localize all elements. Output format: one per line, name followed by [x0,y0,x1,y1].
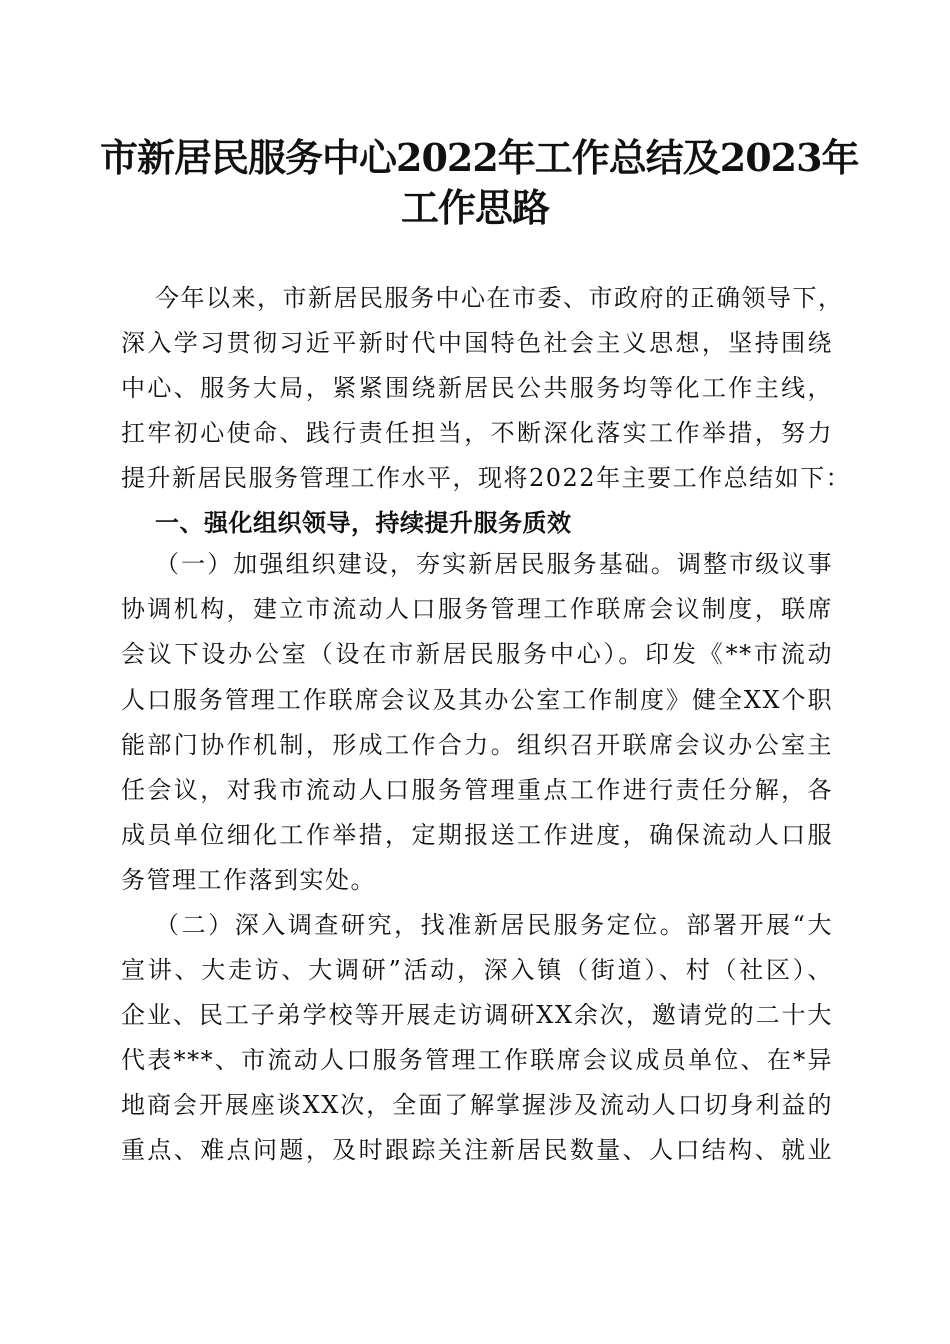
document-title-line-1: 市新居民服务中心2022年工作总结及2023年 [100,135,859,180]
text-line: 地商会开展座谈XX次，全面了解掌握涉及流动人口切身利益的 [121,1091,833,1119]
text-line: 务管理工作落到实处。 [121,866,376,894]
text-line: 宣讲、大走访、大调研”活动，深入镇（街道）、村（社区）、 [121,956,833,984]
text-line: 重点、难点问题，及时跟踪关注新居民数量、人口结构、就业 [121,1136,833,1164]
text-line: 扛牢初心使命、践行责任担当，不断深化落实工作举措，努力 [121,419,833,447]
section-heading: 一、强化组织领导，持续提升服务质效 [155,509,572,537]
document-title-line-2: 工作思路 [400,185,549,230]
text-line: 深入学习贯彻习近平新时代中国特色社会主义思想，坚持围绕 [121,329,833,357]
text-line: 能部门协作机制，形成工作合力。组织召开联席会议办公室主 [121,731,833,759]
text-line: 会议下设办公室（设在市新居民服务中心）。印发《**市流动 [121,640,833,668]
text-line: （一）加强组织建设，夯实新居民服务基础。调整市级议事 [155,550,833,578]
text-line: 企业、民工子弟学校等开展走访调研XX余次，邀请党的二十大 [121,1001,833,1029]
text-line: 代表***、市流动人口服务管理工作联席会议成员单位、在*异 [121,1046,833,1074]
text-line: 协调机构，建立市流动人口服务管理工作联席会议制度，联席 [121,595,833,623]
text-line: （二）深入调查研究，找准新居民服务定位。部署开展“大 [155,911,833,939]
text-line: 提升新居民服务管理工作水平，现将2022年主要工作总结如下： [121,464,852,492]
text-line: 成员单位细化工作举措，定期报送工作进度，确保流动人口服 [121,821,833,849]
text-line: 任会议，对我市流动人口服务管理重点工作进行责任分解，各 [121,776,833,804]
text-line: 中心、服务大局，紧紧围绕新居民公共服务均等化工作主线， [121,374,833,402]
text-line: 今年以来，市新居民服务中心在市委、市政府的正确领导下， [155,284,844,312]
text-line: 人口服务管理工作联席会议及其办公室工作制度》健全XX个职 [121,686,833,714]
